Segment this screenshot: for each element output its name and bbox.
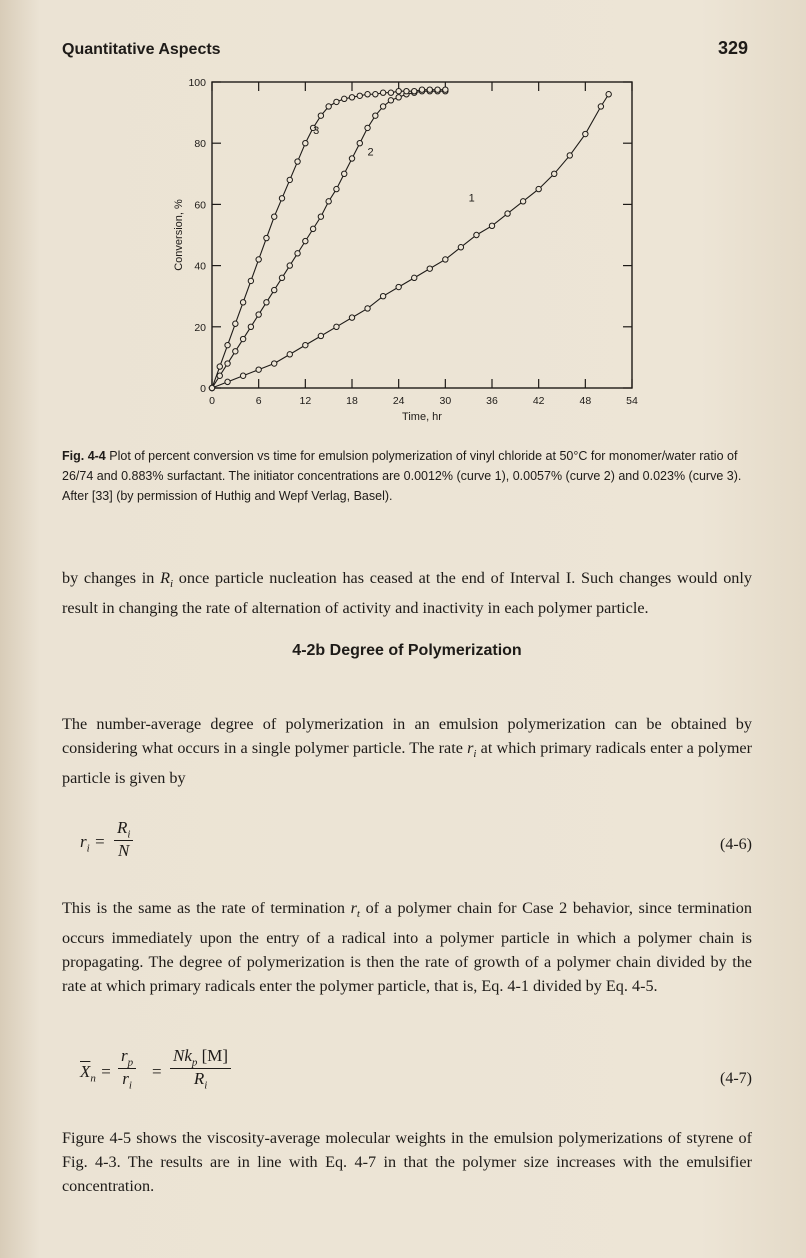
- curve-label-1: 1: [468, 192, 475, 205]
- p1-symbol: R: [160, 569, 170, 587]
- data-point: [225, 379, 230, 384]
- eq46-num: R: [117, 818, 128, 837]
- data-point: [357, 141, 362, 146]
- data-point: [334, 324, 339, 329]
- data-point: [326, 199, 331, 204]
- equation-4-7: $\overline{X}_n$ = $\frac{r_p}{r_i}$ = $Nk_p$ [M] $R_i$ (4-7): [80, 1046, 752, 1092]
- y-tick-label: 100: [188, 77, 206, 89]
- data-point: [287, 263, 292, 268]
- x-tick-label: 30: [439, 395, 452, 407]
- data-point: [295, 251, 300, 256]
- data-point: [326, 104, 331, 109]
- eq47-number: (4-7): [720, 1070, 752, 1087]
- data-point: [388, 98, 393, 103]
- data-point: [342, 171, 347, 176]
- series-line-2: [212, 91, 445, 388]
- x-tick-label: 12: [299, 395, 312, 407]
- data-point: [435, 87, 440, 92]
- paragraph-interval: [62, 566, 752, 620]
- data-point: [349, 315, 354, 320]
- equation-4-6: $r_i$ = $\frac{R_i}{N}$ (4-6): [80, 818, 752, 861]
- eq46-lhs-sub: i: [86, 842, 90, 855]
- data-point: [489, 223, 494, 228]
- x-tick-label: 36: [486, 395, 498, 407]
- x-tick-label: 18: [346, 395, 358, 407]
- figure-label: Fig. 4-4: [62, 449, 106, 463]
- eq46-den: N: [118, 841, 130, 861]
- p3-symbol: r: [350, 899, 357, 917]
- eq47-num2-conc: [M]: [197, 1046, 229, 1065]
- plot-frame: [212, 82, 632, 388]
- eq47-num2: Nk: [173, 1046, 192, 1065]
- data-point: [318, 113, 323, 118]
- data-point: [505, 211, 510, 216]
- p2-symbol: r: [467, 739, 474, 757]
- data-point: [225, 361, 230, 366]
- data-point: [380, 90, 385, 95]
- chapter-title: Quantitative Aspects: [62, 41, 221, 58]
- data-point: [598, 104, 603, 109]
- paragraph-termination: [62, 896, 752, 998]
- data-point: [536, 186, 541, 191]
- data-point: [373, 92, 378, 97]
- data-point: [334, 99, 339, 104]
- data-point: [396, 95, 401, 100]
- data-point: [396, 88, 401, 93]
- data-point: [264, 300, 269, 305]
- eq47-den1: r: [122, 1069, 129, 1089]
- eq47-num1-sub: p: [127, 1056, 134, 1069]
- p3-text-b: of a polymer chain for Case 2 behavior, since termination occurs immediately upon the entry of a radical into a polymer particle in which a polymer chain is propagating. The degree of polymerization is then the rate of growth of a polymer chain divided by the rate at which primary radicals enter the polymer particle, that is, Eq. 4-1 divided by Eq. 4-5.: [62, 899, 752, 996]
- data-point: [279, 275, 284, 280]
- axis-ticks: [188, 77, 638, 407]
- eq47-den2: R: [193, 1069, 205, 1089]
- data-point: [256, 367, 261, 372]
- data-point: [552, 171, 557, 176]
- figure-caption-text: Plot of percent conversion vs time for emulsion polymerization of vinyl chloride at 50°C for monomer/water ratio of 26/74 and 0.883% surfactant. The initiator concentrations are 0.0012% (curve 1), 0.0057% (curve 2) and 0.023% (curve 3). After [33] (by permission of Huthig and Wepf Verlag, Basel).: [62, 449, 742, 503]
- data-point: [217, 373, 222, 378]
- data-point: [388, 90, 393, 95]
- data-point: [310, 226, 315, 231]
- data-point: [240, 300, 245, 305]
- data-point: [342, 96, 347, 101]
- p1-text-b: once particle nucleation has ceased at the end of Interval I. Such changes would only result in changing the rate of alternation of activity and inactivity in each polymer particle.: [62, 569, 752, 618]
- x-axis-label: Time, hr: [402, 411, 442, 423]
- data-point: [365, 125, 370, 130]
- series-layer: [209, 87, 611, 391]
- data-point: [443, 87, 448, 92]
- data-point: [303, 141, 308, 146]
- data-point: [567, 153, 572, 158]
- data-point: [318, 333, 323, 338]
- p3-text-a: This is the same as the rate of termination: [62, 899, 351, 917]
- eq47-lhs: $\overline{X}$: [80, 1062, 91, 1081]
- eq46-fraction: [114, 818, 133, 861]
- data-point: [349, 95, 354, 100]
- data-point: [272, 361, 277, 366]
- data-point: [264, 235, 269, 240]
- data-point: [443, 257, 448, 262]
- x-tick-label: 0: [209, 395, 215, 407]
- data-point: [520, 199, 525, 204]
- y-tick-label: 20: [194, 321, 206, 334]
- data-point: [365, 92, 370, 97]
- p1-subscript: i: [169, 578, 174, 591]
- data-point: [240, 336, 245, 341]
- data-point: [272, 214, 277, 219]
- data-point: [458, 245, 463, 250]
- y-tick-label: 40: [194, 260, 206, 273]
- eq47-lhs-sub: n: [90, 1072, 96, 1085]
- data-point: [233, 349, 238, 354]
- eq47-num1: r: [121, 1046, 128, 1065]
- y-axis-label: Conversion, %: [173, 199, 185, 271]
- series-line-1: [212, 94, 609, 388]
- data-point: [380, 104, 385, 109]
- data-point: [303, 342, 308, 347]
- data-point: [427, 87, 432, 92]
- eq47-fraction-2: [170, 1046, 231, 1092]
- data-point: [404, 88, 409, 93]
- eq46-number: (4-6): [720, 836, 752, 853]
- data-point: [256, 312, 261, 317]
- eq47-fraction-1: [118, 1046, 136, 1092]
- p2-subscript: i: [473, 748, 477, 761]
- data-point: [419, 87, 424, 92]
- data-point: [412, 88, 417, 93]
- data-point: [287, 177, 292, 182]
- page-number: 329: [717, 38, 748, 58]
- x-tick-label: 48: [579, 395, 592, 407]
- data-point: [287, 352, 292, 357]
- data-point: [412, 275, 417, 280]
- data-point: [334, 186, 339, 191]
- data-point: [583, 131, 588, 136]
- data-point: [279, 196, 284, 201]
- data-point: [357, 93, 362, 98]
- data-point: [240, 373, 245, 378]
- data-point: [233, 321, 238, 326]
- data-point: [256, 257, 261, 262]
- data-point: [272, 287, 277, 292]
- section-heading: 4-2b Degree of Polymerization: [292, 642, 522, 659]
- y-tick-label: 0: [200, 383, 206, 395]
- data-point: [373, 113, 378, 118]
- data-point: [217, 364, 222, 369]
- p3-subscript: t: [356, 908, 360, 921]
- x-tick-label: 54: [626, 395, 638, 407]
- curve-label-2: 2: [367, 146, 374, 159]
- y-tick-label: 80: [194, 138, 206, 151]
- eq47-num2-sub: p: [191, 1056, 198, 1069]
- data-point: [606, 92, 611, 97]
- y-tick-label: 60: [194, 199, 206, 212]
- running-head: [62, 38, 748, 59]
- data-point: [225, 342, 230, 347]
- data-point: [474, 232, 479, 237]
- data-point: [303, 238, 308, 243]
- eq46-num-sub: i: [127, 828, 131, 841]
- data-point: [365, 306, 370, 311]
- data-point: [295, 159, 300, 164]
- figure-caption: [62, 446, 752, 506]
- p2-text-a: The number-average degree of polymerization in an emulsion polymerization can be obtained by considering what occurs in a single polymer particle. The rate: [62, 715, 752, 757]
- conversion-time-chart: [150, 70, 670, 440]
- eq47-den2-sub: i: [204, 1079, 208, 1092]
- data-point: [209, 385, 214, 390]
- curve-label-3: 3: [313, 125, 320, 138]
- x-tick-label: 42: [532, 395, 545, 407]
- data-point: [318, 214, 323, 219]
- p1-text-a: by changes in: [62, 569, 161, 587]
- x-tick-label: 6: [255, 395, 262, 407]
- data-point: [427, 266, 432, 271]
- data-point: [396, 284, 401, 289]
- p2-text-b: at which primary radicals enter a polymer particle is given by: [62, 739, 752, 788]
- paragraph-figure-4-5: Figure 4-5 shows the viscosity-average molecular weights in the emulsion polymerizations of styrene of Fig. 4-3. The results are in line with Eq. 4-7 in that the polymer size increases with the emulsifier concentration.: [62, 1129, 752, 1195]
- paragraph-degree: [62, 712, 752, 790]
- x-tick-label: 24: [392, 395, 405, 407]
- plot-border: [212, 82, 632, 388]
- data-point: [380, 294, 385, 299]
- data-point: [349, 156, 354, 161]
- eq47-den1-sub: i: [128, 1079, 132, 1092]
- data-point: [248, 324, 253, 329]
- series-line-3: [212, 90, 445, 388]
- eq46-lhs: r: [80, 832, 87, 851]
- data-point: [248, 278, 253, 283]
